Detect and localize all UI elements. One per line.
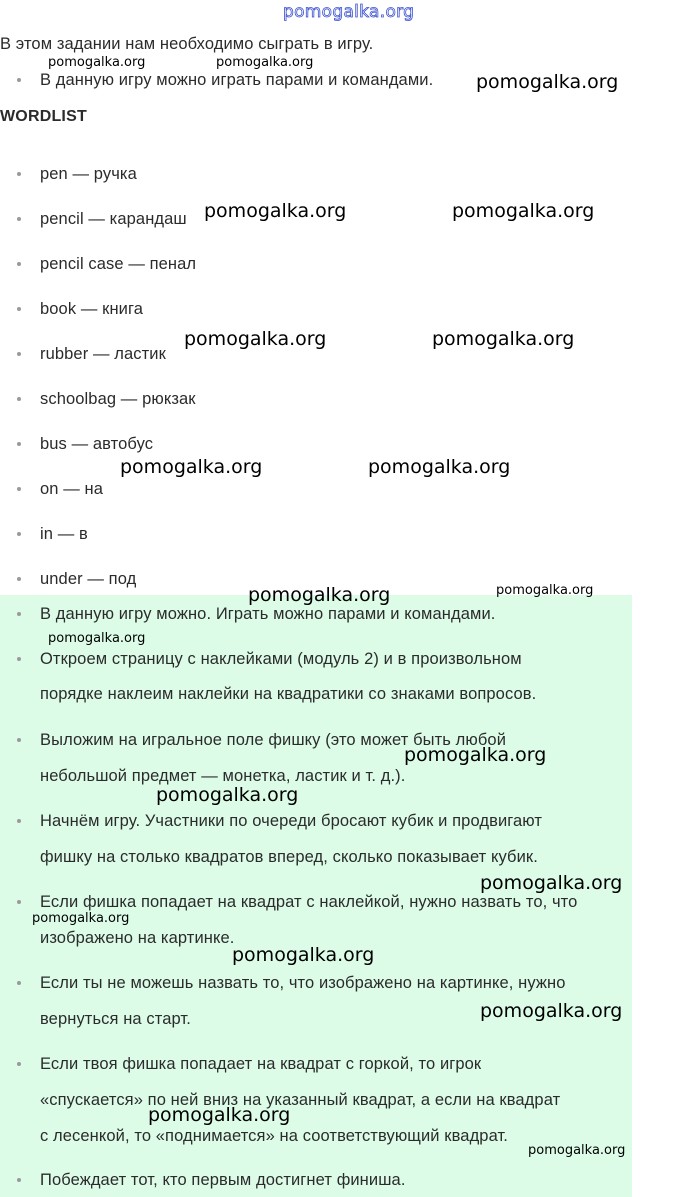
watermark: pomogalka.org [528, 1143, 626, 1158]
bullet-dot [17, 981, 21, 985]
watermark: pomogalka.org [216, 55, 314, 70]
bullet-dot [17, 487, 21, 491]
word-item: book — книга [40, 300, 144, 318]
word-item: rubber — ластик [40, 345, 166, 363]
watermark: pomogalka.org [496, 583, 594, 598]
intro-text: В этом задании нам необходимо сыграть в игру. [0, 35, 374, 53]
watermark: pomogalka.org [248, 584, 391, 606]
rule-line: Начнём игру. Участники по очереди бросают кубик и продвигают [40, 812, 543, 830]
bullet-dot [17, 1062, 21, 1066]
word-item: in — в [40, 525, 88, 543]
watermark: pomogalka.org [452, 200, 595, 222]
word-item: bus — автобус [40, 435, 154, 453]
watermark: pomogalka.org [404, 744, 547, 766]
rule-line: порядке наклеим наклейки на квадратики со знаками вопросов. [40, 685, 537, 703]
bullet-dot [17, 352, 21, 356]
bullet-dot [17, 262, 21, 266]
rule-line: Если твоя фишка попадает на квадрат с горкой, то игрок [40, 1055, 482, 1073]
rule-line: фишку на столько квадратов вперед, сколько показывает кубик. [40, 848, 538, 866]
word-item: pencil — карандаш [40, 210, 187, 228]
watermark: pomogalka.org [476, 71, 619, 93]
bullet-dot [17, 1178, 21, 1182]
word-item: on — на [40, 480, 104, 498]
word-item: pencil case — пенал [40, 255, 197, 273]
watermark: pomogalka.org [156, 784, 299, 806]
bullet-dot [17, 577, 21, 581]
bullet-dot [17, 532, 21, 536]
watermark: pomogalka.org [480, 872, 623, 894]
rule-line: Если ты не можешь назвать то, что изображено на картинке, нужно [40, 974, 566, 992]
rule-line: «спускается» по ней вниз на указанный квадрат, а если на квадрат [40, 1091, 561, 1109]
bullet-dot [17, 78, 21, 82]
word-item: schoolbag — рюкзак [40, 390, 196, 408]
rule-line: небольшой предмет — монетка, ластик и т. д.). [40, 767, 406, 785]
watermark: pomogalka.org [368, 456, 511, 478]
watermark: pomogalka.org [48, 631, 146, 646]
bullet-dot [17, 612, 21, 616]
rule-line: Выложим на игральное поле фишку (это может быть любой [40, 731, 507, 749]
bullet-dot [17, 217, 21, 221]
rule-line: Если фишка попадает на квадрат с наклейкой, нужно назвать то, что [40, 893, 578, 911]
rule-line: В данную игру можно. Играть можно парами и командами. [40, 605, 496, 623]
rule-line: изображено на картинке. [40, 929, 235, 947]
watermark: pomogalka.org [480, 1000, 623, 1022]
bullet-dot [17, 307, 21, 311]
bullet-dot [17, 172, 21, 176]
bullet-dot [17, 900, 21, 904]
rule-line: Побеждает тот, кто первым достигнет финиша. [40, 1171, 406, 1189]
wordlist-heading: WORDLIST [0, 108, 87, 125]
rule-line: Откроем страницу с наклейками (модуль 2) и в произвольном [40, 650, 522, 668]
watermark: pomogalka.org [432, 328, 575, 350]
intro-bullet: В данную игру можно играть парами и командами. [40, 71, 434, 89]
site-logo[interactable]: pomogalka.org [283, 2, 415, 22]
bullet-dot [17, 442, 21, 446]
rule-line: с лесенкой, то «поднимается» на соответствующий квадрат. [40, 1127, 508, 1145]
bullet-dot [17, 738, 21, 742]
word-item: under — под [40, 570, 137, 588]
bullet-dot [17, 657, 21, 661]
bullet-dot [17, 397, 21, 401]
watermark: pomogalka.org [120, 456, 263, 478]
watermark: pomogalka.org [148, 1104, 291, 1126]
watermark: pomogalka.org [204, 200, 347, 222]
bullet-dot [17, 819, 21, 823]
watermark: pomogalka.org [232, 944, 375, 966]
rule-line: вернуться на старт. [40, 1010, 191, 1028]
watermark: pomogalka.org [184, 328, 327, 350]
watermark: pomogalka.org [48, 55, 146, 70]
word-item: pen — ручка [40, 165, 137, 183]
watermark: pomogalka.org [32, 911, 130, 926]
